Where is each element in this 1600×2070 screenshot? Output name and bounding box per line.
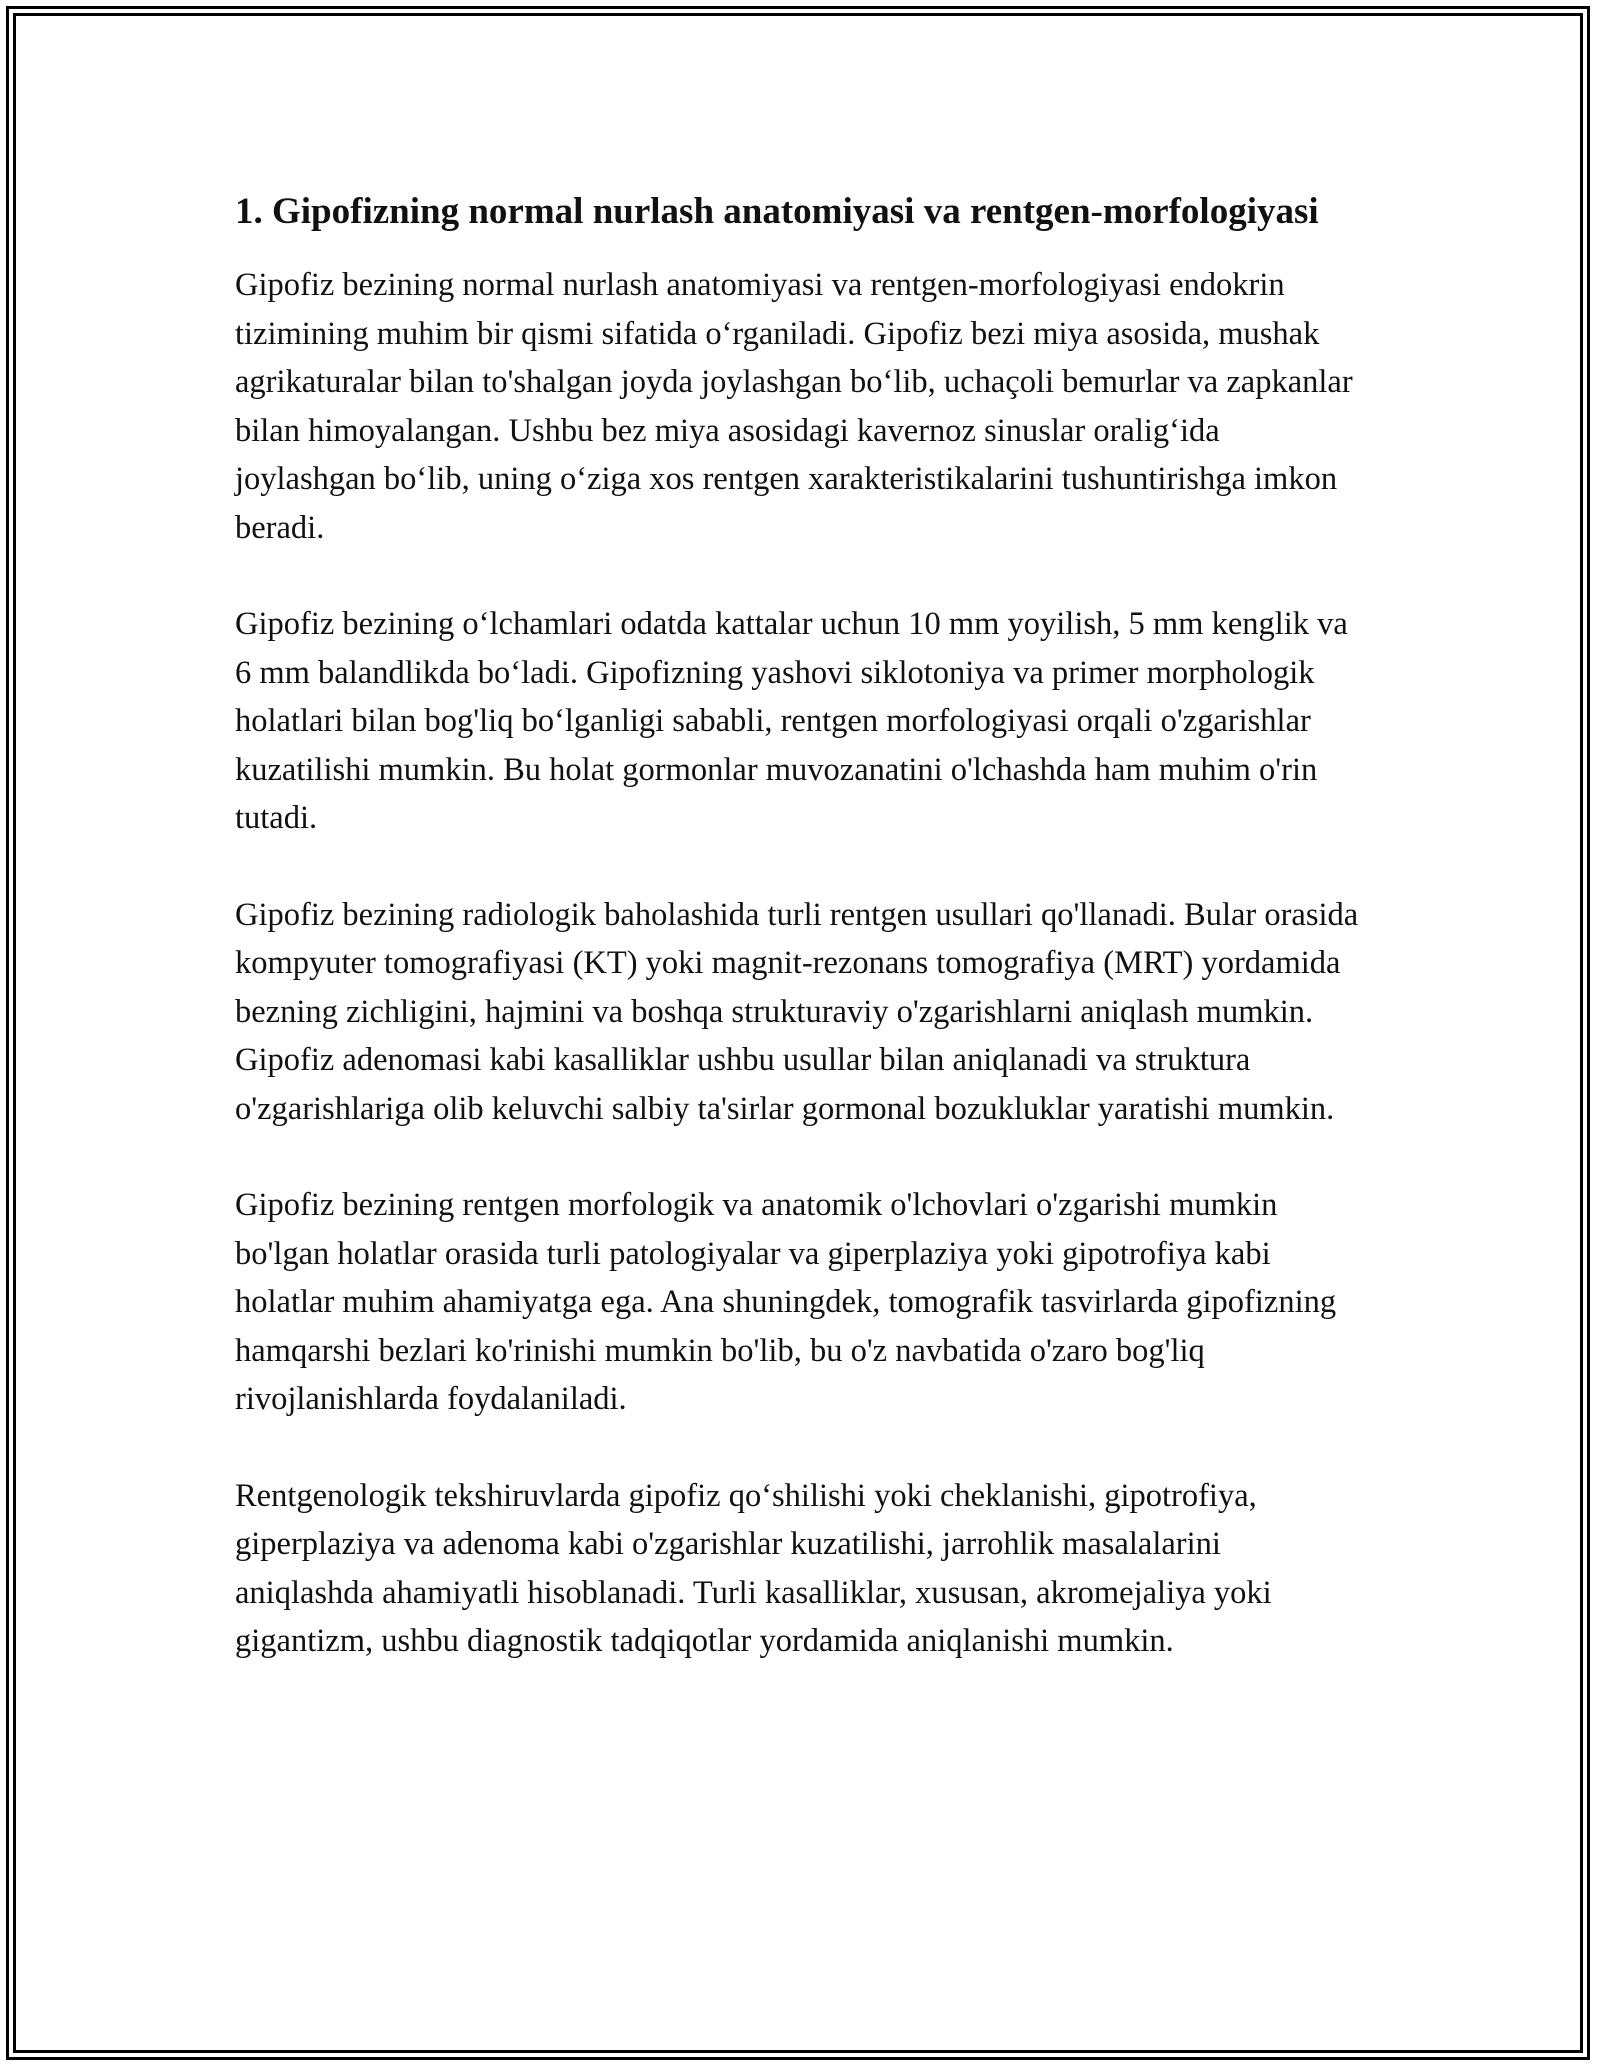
paragraph-5: Rentgenologik tekshiruvlarda gipofiz qoʻshilishi yoki cheklanishi, gipotrofiya, giperplaziya va adenoma kabi o'zgarishlar kuzatilishi, jarrohlik masalalarini aniqlashda ahamiyatli hisoblanadi. Turli kasalliklar, xususan, akromejaliya yoki gigantizm, ushbu diagnostik tadqiqotlar yordamida aniqlanishi mumkin. — [235, 1477, 1272, 1659]
paragraph-1: Gipofiz bezining normal nurlash anatomiyasi va rentgen-morfologiyasi endokrin tizimining muhim bir qismi sifatida oʻrganiladi. Gipofiz bezi miya asosida, mushak agrikaturalar bilan to'shalgan joyda joylashgan boʻlib, uchaçoli bemurlar va zapkanlar bilan himoyalangan. Ushbu bez miya asosidagi kavernoz sinuslar oraligʻida joylashgan boʻlib, uning oʻziga xos rentgen xarakteristikalarini tushuntirishga imkon beradi. — [235, 267, 1353, 546]
document-body — [235, 185, 1365, 1714]
paragraph-3: Gipofiz bezining radiologik baholashida turli rentgen usullari qo'llanadi. Bular orasida kompyuter tomografiyasi (KT) yoki magnit-rezonans tomografiya (MRT) yordamida bezning zichligini, hajmini va boshqa strukturaviy o'zgarishlarni aniqlash mumkin. Gipofiz adenomasi kabi kasalliklar ushbu usullar bilan aniqlanadi va struktura o'zgarishlariga olib keluvchi salbiy ta'sirlar gormonal bozukluklar yaratishi mumkin. — [235, 896, 1359, 1127]
section-heading: 1. Gipofizning normal nurlash anatomiyasi va rentgen-morfologiyasi — [235, 191, 1319, 232]
paragraph-2: Gipofiz bezining oʻlchamlari odatda kattalar uchun 10 mm yoyilish, 5 mm kenglik va 6 mm balandlikda boʻladi. Gipofizning yashovi siklotoniya va primer morphologik holatlari bilan bog'liq boʻlganligi sababli, rentgen morfologiyasi orqali o'zgarishlar kuzatilishi mumkin. Bu holat gormonlar muvozanatini o'lchashda ham muhim o'rin tutadi. — [235, 606, 1348, 836]
paragraph-4: Gipofiz bezining rentgen morfologik va anatomik o'lchovlari o'zgarishi mumkin bo'lgan holatlar orasida turli patologiyalar va giperplaziya yoki gipotrofiya kabi holatlar muhim ahamiyatga ega. Ana shuningdek, tomografik tasvirlarda gipofizning hamqarshi bezlari ko'rinishi mumkin bo'lib, bu o'z navbatida o'zaro bog'liq rivojlanishlarda foydalaniladi. — [235, 1187, 1337, 1417]
